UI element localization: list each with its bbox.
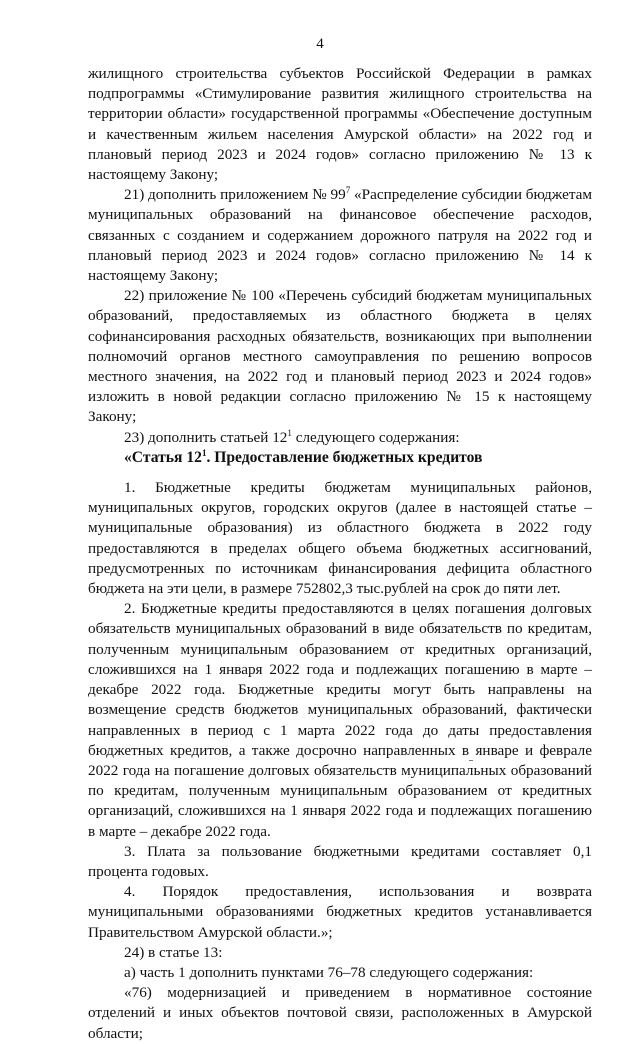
article-heading-title: . Предоставление бюджетных кредитов <box>206 448 483 466</box>
superscript: 7 <box>345 185 351 196</box>
superscript: 1 <box>201 447 207 458</box>
scan-artifact <box>469 760 473 761</box>
page-number: 4 <box>316 36 324 52</box>
paragraph-item-22: 22) приложение № 100 «Перечень субсидий бюджетам муниципальных образований, предоставляемых из областного бюджета в целях софинансирования расходных обязательств, возникающих при выполнении полномочий органов местного самоуправления по решению вопросов местного значения, на 2022 год и плановый период 2023 и 2024 годов» изложить в новой редакции согласно приложению № 15 к настоящему Закону; <box>88 287 592 426</box>
article-heading <box>88 448 592 468</box>
paragraph-point-76: «76) модернизацией и приведением в нормативное состояние отделений и иных объектов почтовой связи, расположенных в Амурской области; <box>88 984 592 1042</box>
item-21-text-rest: «Распределение субсидии бюджетам муниципальных образований на финансовое обеспечение расходов, связанных с созданием и содержанием дорожного патруля на 2022 год и плановый период 2023 и 2024 годов» согласно приложению № 14 к настоящему Закону; <box>88 186 592 285</box>
paragraph-clause-1: 1. Бюджетные кредиты бюджетам муниципальных районов, муниципальных округов, городских округов (далее в настоящей статье – муниципальные образования) из областного бюджета в 2022 году предоставляются в пределах общего объема бюджетных ассигнований, предусмотренных по источникам финансирования дефицита областного бюджета на эти цели, в размере 752802,3 тыс.рублей на срок до пяти лет. <box>88 479 592 598</box>
superscript: 1 <box>287 427 292 438</box>
paragraph-item-21 <box>88 185 592 286</box>
paragraph-clause-2: 2. Бюджетные кредиты предоставляются в целях погашения долговых обязательств муниципальных образований в виде обязательств по кредитам, полученным муниципальным образованием от кредитных организаций, сложившихся на 1 января 2022 года и подлежащих погашению в марте – декабре 2022 года. Бюджетные кредиты могут быть направлены на возмещение средств бюджетов муниципальных образований, фактически направленных в период с 1 марта 2022 года до даты предоставления бюджетных кредитов, а также досрочно направленных в январе и феврале 2022 года на погашение долговых обязательств муниципальных образований по кредитам, полученным муниципальным образованием от кредитных организаций, сложившихся на 1 января 2022 года и подлежащих погашению в марте – декабре 2022 года. <box>88 600 592 840</box>
paragraph-item-23 <box>88 428 592 448</box>
paragraph-item-24a: а) часть 1 дополнить пунктами 76–78 следующего содержания: <box>124 963 534 981</box>
paragraph-continuation: жилищного строительства субъектов Российской Федерации в рамках подпрограммы «Стимулирование развития жилищного строительства на территории области» государственной программы «Обеспечение доступным и качественным жильем населения Амурской области» на 2022 год и плановый период 2023 и 2024 годов» согласно приложению № 13 к настоящему Закону; <box>88 65 592 184</box>
article-heading-text: «Статья 12 <box>124 448 202 466</box>
item-23-text: 23) дополнить статьей 12 <box>124 428 288 446</box>
paragraph-clause-4: 4. Порядок предоставления, использования и возврата муниципальными образованиями бюджетных кредитов устанавливается Правительством Амурской области.»; <box>88 883 592 941</box>
paragraph-item-24: 24) в статье 13: <box>124 943 223 961</box>
item-21-text: 21) дополнить приложением № 99 <box>124 186 346 204</box>
document-body <box>88 64 592 1044</box>
item-23-text-rest: следующего содержания: <box>291 428 460 446</box>
paragraph-clause-3: 3. Плата за пользование бюджетными кредитами составляет 0,1 процента годовых. <box>88 842 592 880</box>
